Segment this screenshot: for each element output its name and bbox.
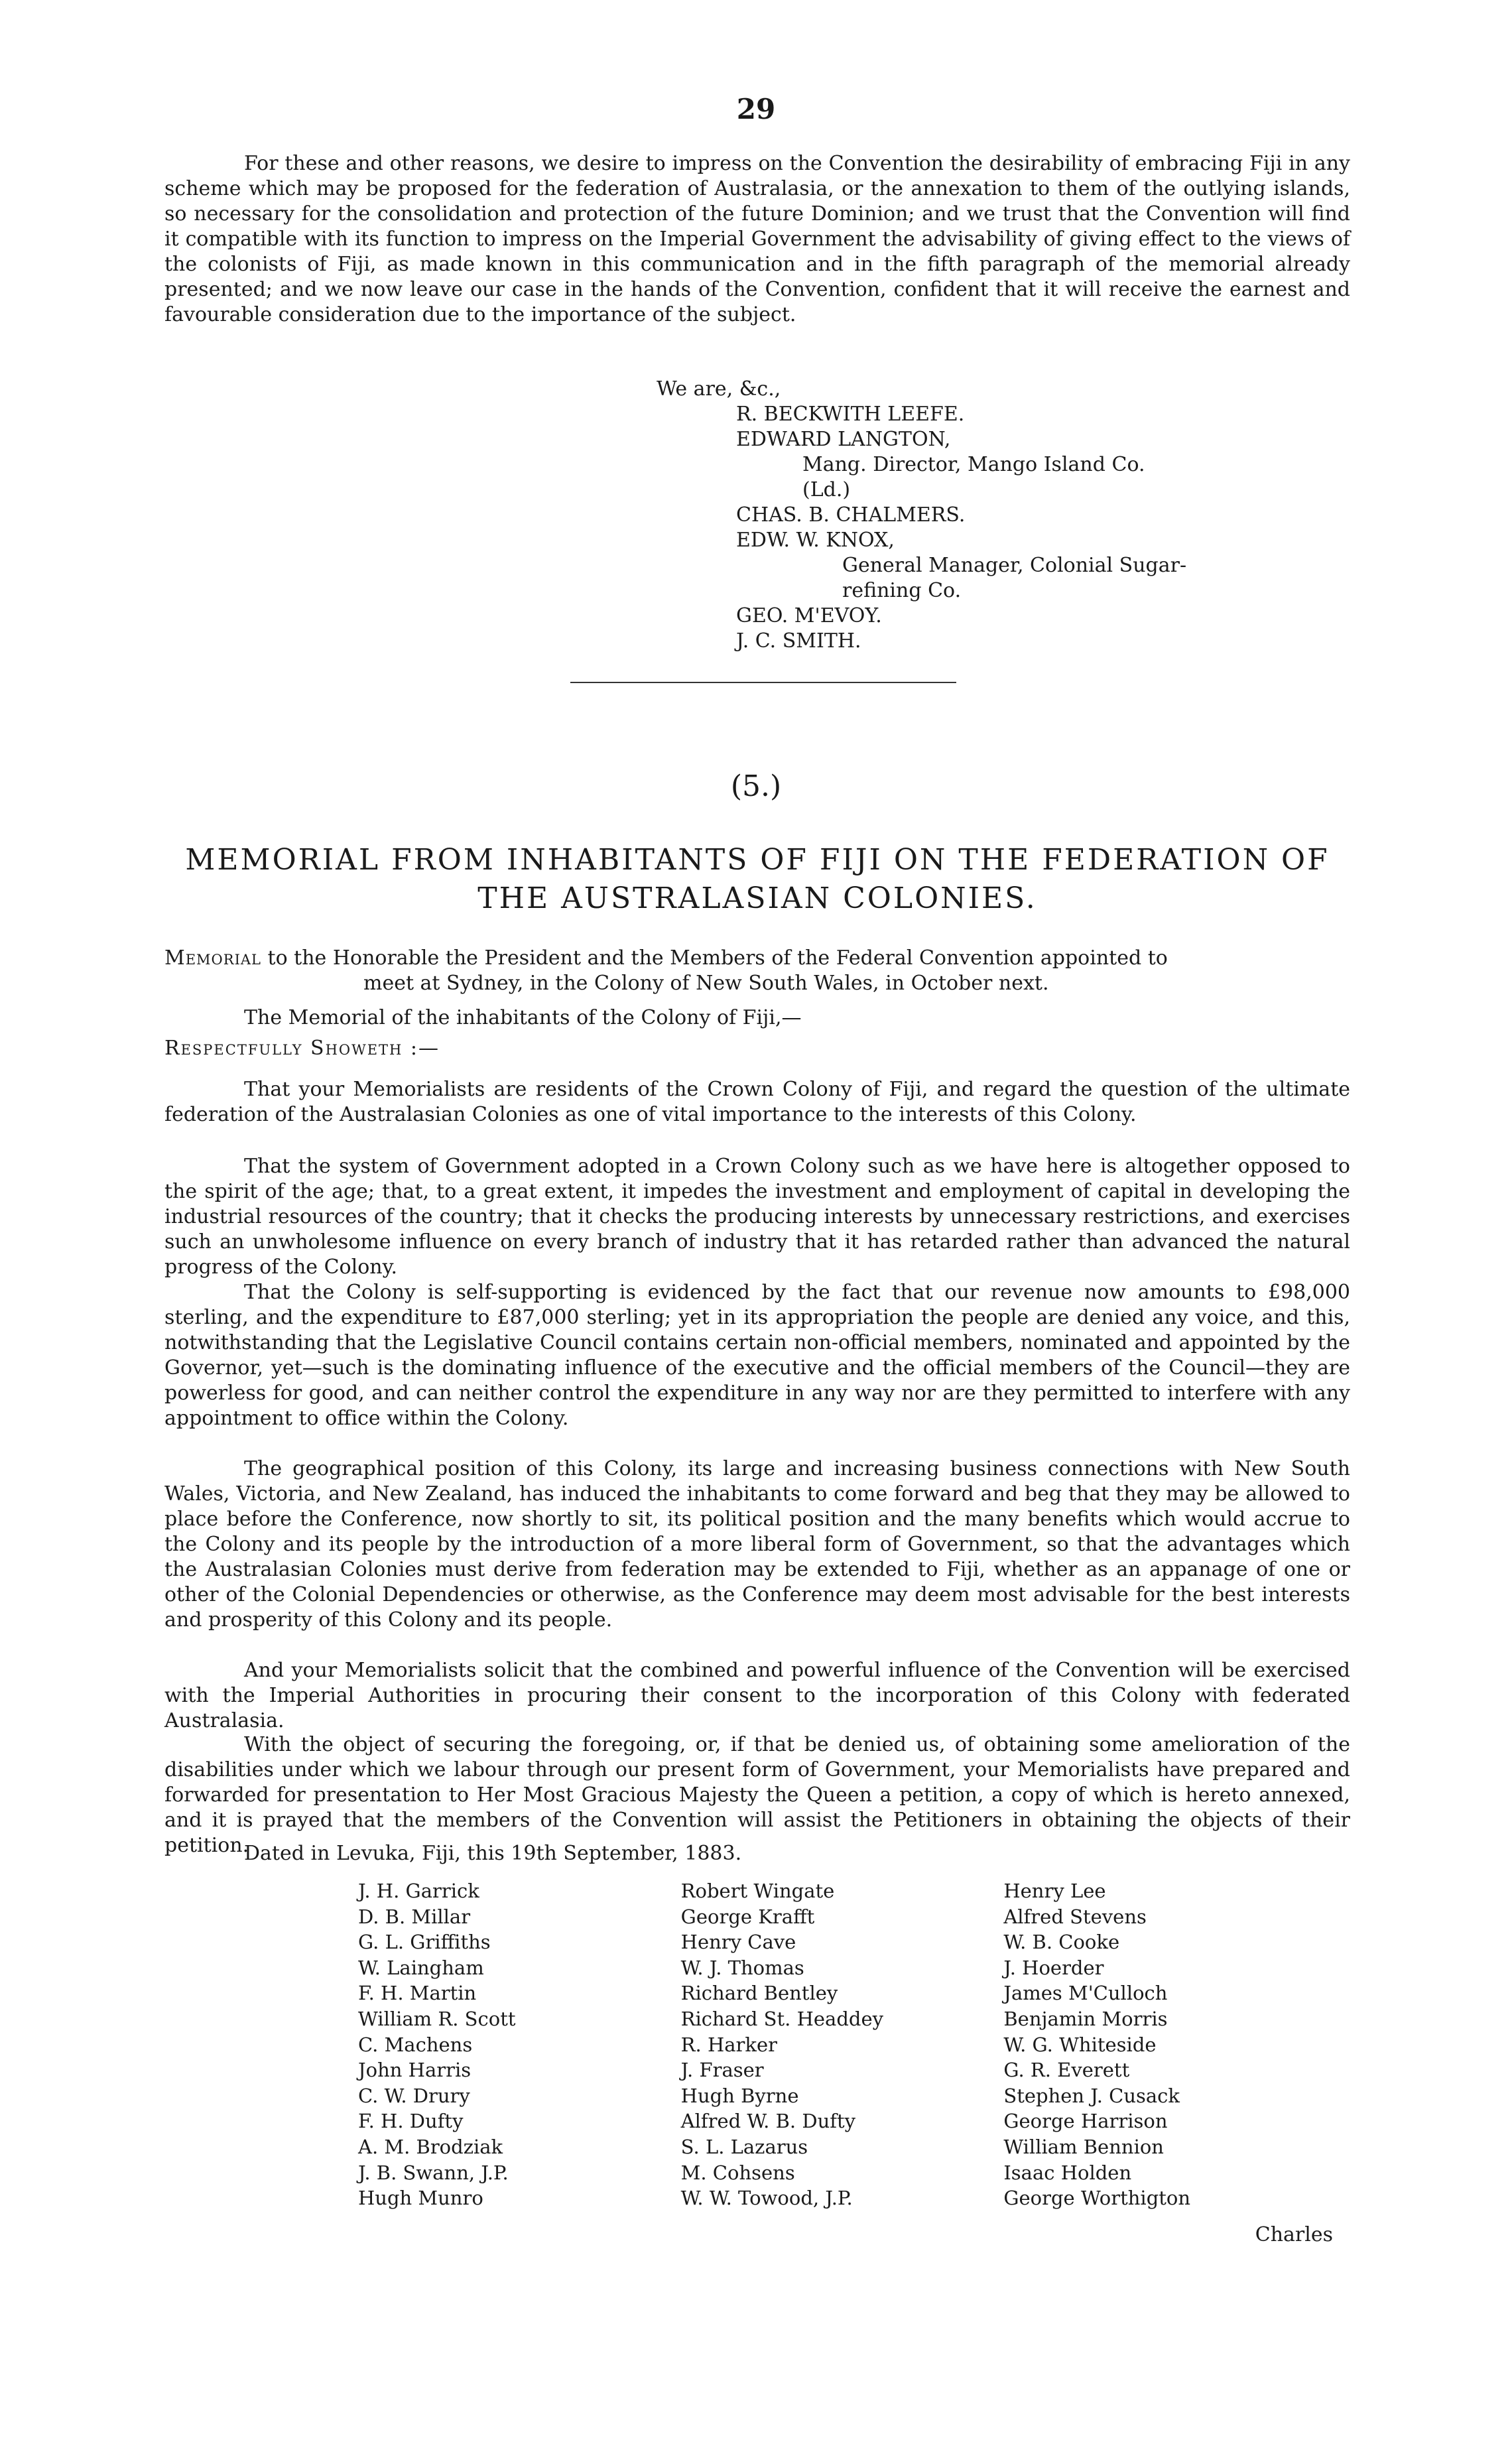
signatory-name: GEO. M'EVOY. (736, 604, 882, 627)
signatory: James M'Culloch (1003, 1982, 1168, 2005)
section-number: (5.) (730, 769, 782, 803)
section-divider (570, 682, 956, 683)
signatory: F. H. Martin (358, 1982, 477, 2005)
signatory: W. G. Whiteside (1003, 2033, 1157, 2056)
signatory: J. H. Garrick (358, 1880, 479, 1902)
body-paragraph: The geographical position of this Colony, its large and increasing business connections with New South Wales, Victoria, and New Zealand, has induced the inhabitants to come forward and beg that they may be allowed to place before the Conference, now shortly to sit, its political position and the many benefits which would accrue to the Colony and its people by the introduction of a more liberal form of Government, so that the advantages which the Australasian Colonies must derive from federation may be extended to Fiji, whether as an appanage of one or other of the Colonial Dependencies or otherwise, as the Conference may deem most advisable for the best interests and prosperity of this Colony and its people. (164, 1457, 1350, 1632)
signatory: G. L. Griffiths (358, 1931, 491, 1954)
signatory: Alfred Stevens (1003, 1905, 1147, 1928)
signatory-name: EDW. W. KNOX, (736, 529, 895, 552)
respectfully-showeth: Respectfully Showeth :— (164, 1037, 440, 1060)
signatures-list (358, 1878, 1326, 2211)
signatory: R. Harker (680, 2033, 777, 2056)
signatory: D. B. Millar (358, 1905, 471, 1928)
memorial-of-inhabitants: The Memorial of the inhabitants of the Colony of Fiji,— (244, 1006, 802, 1029)
signatory-title: General Manager, Colonial Sugar-refining Co. (842, 554, 1187, 602)
signatory: G. R. Everett (1003, 2059, 1130, 2082)
signatory: Benjamin Morris (1003, 2007, 1168, 2030)
body-paragraph: That the Colony is self-supporting is evidenced by the fact that our revenue now amounts to £98,000 sterling, and the expenditure to £87,000 sterling; yet in its appropriation the people are denied any voice, and this, notwithstanding that the Legislative Council contains certain non-official members, nominated and appointed by the Governor, yet—such is the dominating influence of the executive and the official members of the Council—they are powerless for good, and can neither control the expenditure in any way nor are they permitted to interfere with any appointment to office within the Colony. (164, 1281, 1350, 1430)
signatory-title: Mang. Director, Mango Island Co. (Ld.) (802, 453, 1145, 501)
memorial-lead-text: to the Honorable the President and the Members of the Federal Convention appointed to (261, 946, 1168, 970)
signatory: William Bennion (1003, 2135, 1164, 2158)
signatory: William R. Scott (358, 2007, 516, 2030)
dated-line: Dated in Levuka, Fiji, this 19th September, 1883. (244, 1842, 742, 1865)
signatory: W. W. Towood, J.P. (680, 2187, 853, 2210)
body-paragraph: That your Memorialists are residents of the Crown Colony of Fiji, and regard the question of the ultimate federation of the Australasian Colonies as one of vital importance to the interests of this Colony. (164, 1078, 1350, 1126)
signatory: W. B. Cooke (1003, 1931, 1120, 1954)
signatory: C. W. Drury (358, 2084, 470, 2107)
page-number: 29 (736, 93, 776, 125)
signatory: F. H. Dufty (358, 2110, 464, 2133)
signatory: Isaac Holden (1003, 2161, 1132, 2184)
signatory: Hugh Munro (358, 2187, 483, 2210)
signatory: S. L. Lazarus (680, 2135, 808, 2158)
intro-paragraph: For these and other reasons, we desire to impress on the Convention the desirability of embracing Fiji in any scheme which may be proposed for the federation of Australasia, or the annexation to them of the outlying islands, so necessary for the consolidation and protection of the future Dominion; and we trust that the Convention will find it compatible with its function to impress on the Imperial Government the advisability of giving effect to the views of the colonists of Fiji, as made known in this communication and in the fifth paragraph of the memorial already presented; and we now leave our case in the hands of the Convention, confident that it will receive the earnest and favourable consideration due to the importance of the subject. (164, 152, 1350, 326)
salutation: We are, &c., (657, 377, 781, 401)
signatory: W. Laingham (358, 1956, 484, 1979)
signatory: C. Machens (358, 2033, 473, 2056)
names-column (1003, 1878, 1326, 2211)
signatory: George Harrison (1003, 2110, 1168, 2133)
memorial-address (164, 946, 1350, 996)
names-column (358, 1878, 681, 2211)
body-paragraph: With the object of securing the foregoing, or, if that be denied us, of obtaining some amelioration of the disabilities under which we labour through our present form of Government, your Memorialists have prepared and forwarded for presentation to Her Most Gracious Majesty the Queen a petition, a copy of which is hereto annexed, and it is prayed that the members of the Convention will assist the Petitioners in obtaining the objects of their petition. (164, 1733, 1350, 1857)
signatory: J. Hoerder (1003, 1956, 1104, 1979)
memorial-heading: MEMORIAL FROM INHABITANTS OF FIJI ON THE FEDERATION OF THE AUSTRALASIAN COLONIES. (185, 843, 1330, 915)
signatory: George Krafft (680, 1905, 815, 1928)
signatory: Alfred W. B. Dufty (680, 2110, 856, 2133)
memorial-lead-word: Memorial (164, 946, 261, 970)
signatory: Richard St. Headdey (680, 2007, 884, 2030)
signatory-name: EDWARD LANGTON, (736, 428, 951, 451)
body-paragraph: That the system of Government adopted in a Crown Colony such as we have here is altogether opposed to the spirit of the age; that, to a great extent, it impedes the investment and employment of capital in developing the industrial resources of the country; that it checks the producing interests by unnecessary restrictions, and exercises such an unwholesome influence on every branch of industry that it has retarded rather than advanced the natural progress of the Colony. (164, 1155, 1350, 1279)
signatory: Richard Bentley (680, 1982, 838, 2005)
body-paragraph: And your Memorialists solicit that the combined and powerful influence of the Convention will be exercised with the Imperial Authorities in procuring their consent to the incorporation of this Colony with federated Australasia. (164, 1659, 1350, 1732)
signatory: George Worthigton (1003, 2187, 1191, 2210)
signatory-name: J. C. SMITH. (736, 629, 861, 653)
names-column (681, 1878, 1004, 2211)
signatory: John Harris (358, 2059, 472, 2082)
signatory: A. M. Brodziak (358, 2135, 503, 2158)
signatory-name: CHAS. B. CHALMERS. (736, 503, 966, 527)
signatory: Henry Cave (680, 1931, 796, 1954)
signatory: W. J. Thomas (680, 1956, 804, 1979)
signatory: J. Fraser (680, 2059, 764, 2082)
signatory: Henry Lee (1003, 1880, 1106, 1902)
closing-block (657, 377, 1187, 654)
signatory-name: R. BECKWITH LEEFE. (736, 403, 965, 426)
signatory: Hugh Byrne (680, 2084, 799, 2107)
signatory: M. Cohsens (680, 2161, 795, 2184)
memorial-lead-continuation: meet at Sydney, in the Colony of New South Wales, in October next. (363, 972, 1049, 995)
signatory: Robert Wingate (680, 1880, 835, 1902)
signatory: J. B. Swann, J.P. (358, 2161, 509, 2184)
catchword: Charles (1255, 2223, 1333, 2246)
signatory: Stephen J. Cusack (1003, 2084, 1180, 2107)
